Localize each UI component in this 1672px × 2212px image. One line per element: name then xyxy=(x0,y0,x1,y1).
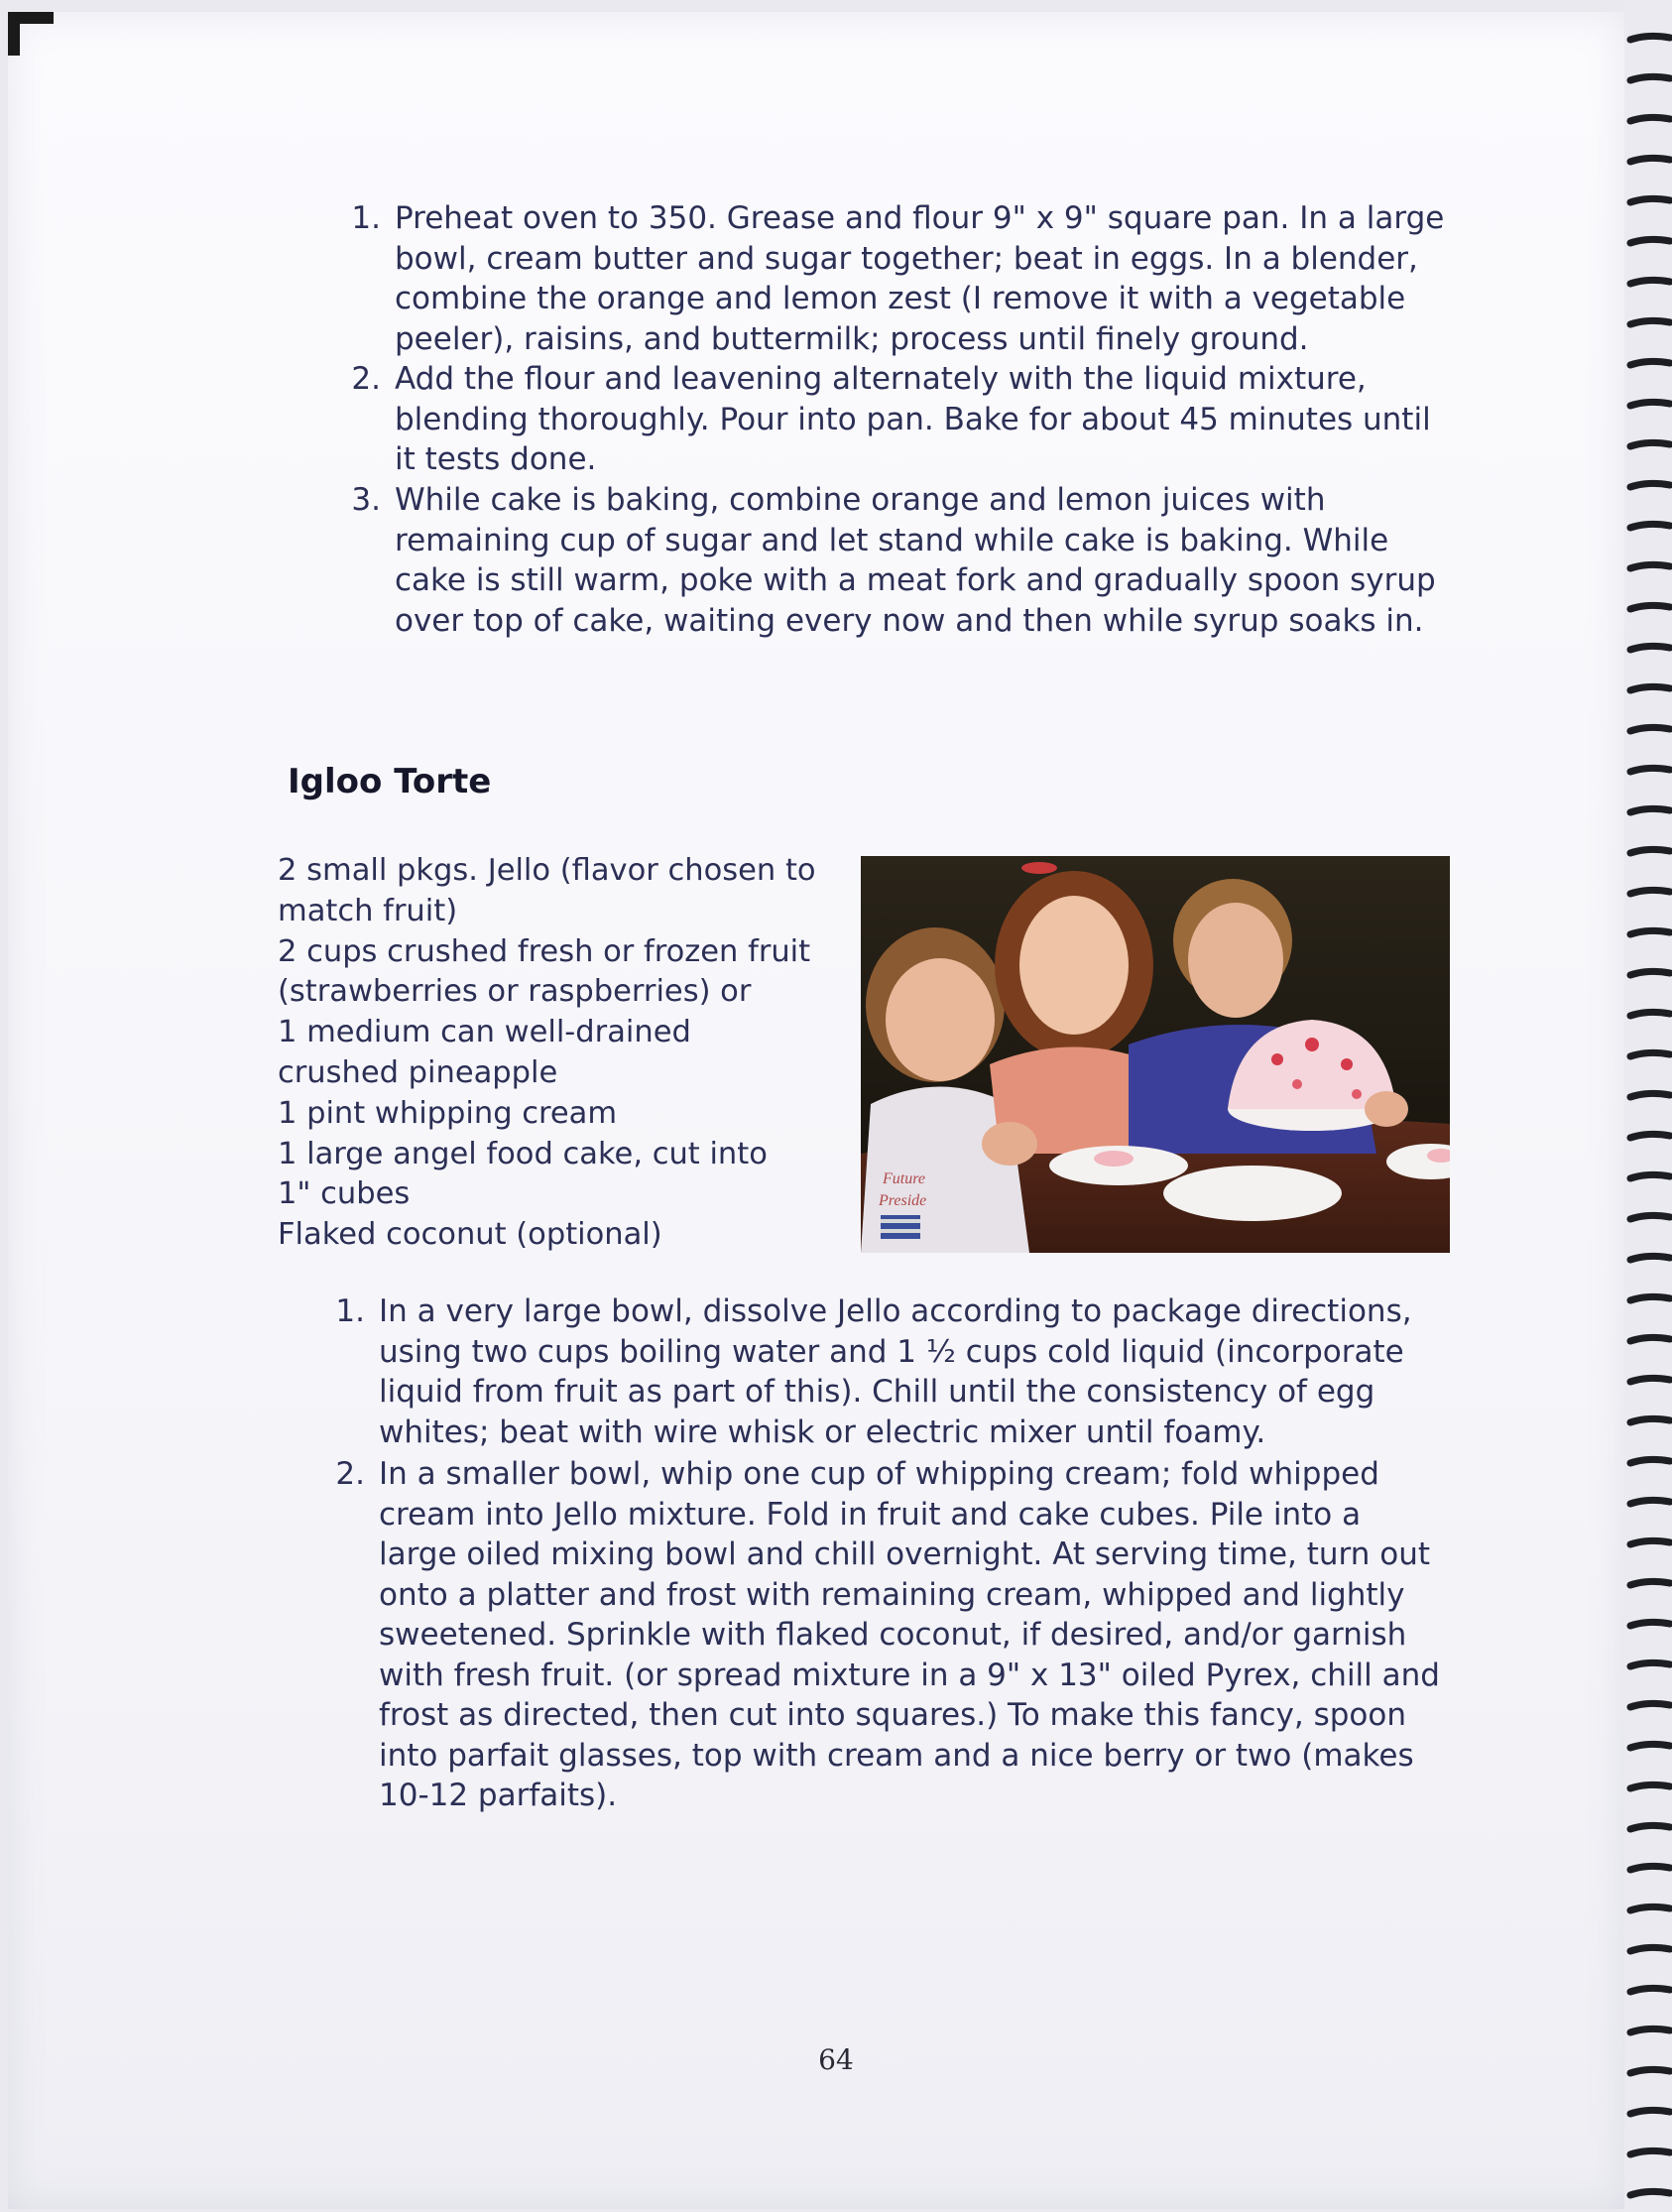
binding-coil xyxy=(1630,727,1670,731)
binding-coil xyxy=(1630,2191,1670,2195)
binding-coil xyxy=(1630,1052,1670,1056)
step-line: In a smaller bowl, whip one cup of whipping cream; fold whipped xyxy=(379,1456,1379,1492)
step-line: frost as directed, then cut into squares.) To make this fancy, spoon xyxy=(379,1697,1407,1733)
binding-coil xyxy=(1630,564,1670,568)
step-line: remaining cup of sugar and let stand while cake is baking. While xyxy=(395,522,1389,558)
binding-coil xyxy=(1630,442,1670,446)
step-line: combine the orange and lemon zest (I remove it with a vegetable xyxy=(395,281,1406,316)
binding-coil xyxy=(1630,1459,1670,1463)
binding-coil xyxy=(1630,1825,1670,1829)
binding-coil xyxy=(1630,808,1670,812)
cake-slice xyxy=(1094,1151,1134,1167)
binding-coil xyxy=(1630,1622,1670,1626)
binding-coil xyxy=(1630,1784,1670,1788)
binding-coil xyxy=(1630,1337,1670,1341)
binding-coil xyxy=(1630,1012,1670,1016)
step-line: bowl, cream butter and sugar together; beat in eggs. In a blender, xyxy=(395,240,1418,277)
ingredient-line: 1" cubes xyxy=(278,1176,411,1212)
binding-coil xyxy=(1630,158,1670,162)
binding-coil xyxy=(1630,239,1670,243)
binding-coil xyxy=(1630,1418,1670,1422)
binding-coil xyxy=(1630,1866,1670,1870)
step-line: over top of cake, waiting every now and then while syrup soaks in. xyxy=(395,602,1424,639)
binding-coil xyxy=(1630,890,1670,894)
step-line: liquid from fruit as part of this). Chill until the consistency of egg xyxy=(379,1374,1375,1410)
binding-coil xyxy=(1630,2028,1670,2032)
step-line: cream into Jello mixture. Fold in fruit and cake cubes. Pile into a xyxy=(379,1496,1362,1533)
step-number: 3. xyxy=(351,482,381,518)
ingredient-line: 1 pint whipping cream xyxy=(278,1095,618,1131)
binding-coil xyxy=(1630,483,1670,487)
binding-coil xyxy=(1630,402,1670,406)
step-line: whites; beat with wire whisk or electric mixer until foamy. xyxy=(379,1413,1266,1450)
binding-coil xyxy=(1630,930,1670,934)
step-number: 1. xyxy=(335,1293,365,1329)
spiral-binding xyxy=(1624,0,1672,2212)
step-line: into parfait glasses, top with cream and a nice berry or two (makes xyxy=(379,1737,1414,1774)
ingredient-line: 2 cups crushed fresh or frozen fruit xyxy=(278,933,811,969)
hand xyxy=(982,1122,1037,1166)
binding-coil xyxy=(1630,1215,1670,1219)
binding-coil xyxy=(1630,1256,1670,1260)
corner-crop-mark-horizontal xyxy=(8,12,54,24)
binding-coil xyxy=(1630,36,1670,40)
binding-coil xyxy=(1630,1296,1670,1300)
step-line: with fresh fruit. (or spread mixture in a 9" x 13" oiled Pyrex, chill and xyxy=(379,1657,1440,1693)
binding-coil xyxy=(1630,1174,1670,1178)
shirt-text-2: Preside xyxy=(879,1192,927,1209)
binding-coil xyxy=(1630,1378,1670,1382)
binding-coil xyxy=(1630,1947,1670,1951)
binding-coil xyxy=(1630,1500,1670,1504)
binding-coil xyxy=(1630,1703,1670,1707)
binding-coil xyxy=(1630,1906,1670,1910)
binding-coil xyxy=(1630,605,1670,609)
hand xyxy=(1365,1091,1408,1127)
step-line: peeler), raisins, and buttermilk; process until finely ground. xyxy=(395,320,1309,357)
step-line: While cake is baking, combine orange and lemon juices with xyxy=(395,482,1326,518)
step-number: 2. xyxy=(335,1456,365,1492)
plate xyxy=(1163,1166,1342,1221)
binding-coil xyxy=(1630,117,1670,121)
recipe-title: Igloo Torte xyxy=(288,762,492,801)
step-line: it tests done. xyxy=(395,441,597,477)
binding-coil xyxy=(1630,1134,1670,1138)
step-line: Add the flour and leavening alternately with the liquid mixture, xyxy=(395,361,1367,397)
step-line: using two cups boiling water and 1 ½ cups cold liquid (incorporate xyxy=(379,1333,1404,1370)
step-number: 1. xyxy=(351,200,381,236)
step-line: Preheat oven to 350. Grease and flour 9" x 9" square pan. In a large xyxy=(395,200,1445,236)
ingredient-line: match fruit) xyxy=(278,893,458,928)
binding-coil xyxy=(1630,198,1670,202)
ingredient-line: Flaked coconut (optional) xyxy=(278,1217,662,1253)
binding-coil xyxy=(1630,1093,1670,1097)
binding-coil xyxy=(1630,768,1670,772)
binding-coil xyxy=(1630,1744,1670,1748)
ingredient-line: 1 large angel food cake, cut into xyxy=(278,1136,768,1171)
binding-coil xyxy=(1630,2069,1670,2073)
binding-coil xyxy=(1630,686,1670,690)
binding-coil xyxy=(1630,524,1670,528)
binding-coil xyxy=(1630,76,1670,80)
photo-illustration xyxy=(861,856,1450,1253)
step-line: large oiled mixing bowl and chill overnight. At serving time, turn out xyxy=(379,1536,1431,1572)
binding-coil xyxy=(1630,1540,1670,1544)
binding-coil xyxy=(1630,646,1670,650)
shirt-text-1: Future xyxy=(883,1170,925,1187)
ingredient-line: crushed pineapple xyxy=(278,1054,558,1090)
recipe-photo xyxy=(861,856,1450,1253)
binding-coil xyxy=(1630,320,1670,324)
step-line: cake is still warm, poke with a meat fork and gradually spoon syrup xyxy=(395,562,1436,598)
binding-coil xyxy=(1630,2110,1670,2114)
step-line: 10-12 parfaits). xyxy=(379,1778,618,1813)
binding-coil xyxy=(1630,2151,1670,2154)
page-number: 64 xyxy=(818,2043,854,2076)
binding-coil xyxy=(1630,1662,1670,1666)
binding-coil xyxy=(1630,361,1670,365)
ingredient-line: 1 medium can well-drained xyxy=(278,1015,691,1050)
ingredient-line: (strawberries or raspberries) or xyxy=(278,974,752,1010)
ingredient-line: 2 small pkgs. Jello (flavor chosen to xyxy=(278,853,816,888)
step-line: onto a platter and frost with remaining cream, whipped and lightly xyxy=(379,1576,1405,1613)
binding-coil xyxy=(1630,849,1670,853)
binding-coil xyxy=(1630,1581,1670,1585)
ingredient-list xyxy=(278,851,843,1256)
step-number: 2. xyxy=(351,361,381,397)
step-line: blending thoroughly. Pour into pan. Bake for about 45 minutes until xyxy=(395,401,1431,437)
step-line: sweetened. Sprinkle with flaked coconut, if desired, and/or garnish xyxy=(379,1617,1407,1653)
binding-coil xyxy=(1630,971,1670,975)
binding-coil xyxy=(1630,280,1670,284)
step-line: In a very large bowl, dissolve Jello according to package directions, xyxy=(379,1293,1412,1329)
binding-coil xyxy=(1630,1988,1670,1992)
